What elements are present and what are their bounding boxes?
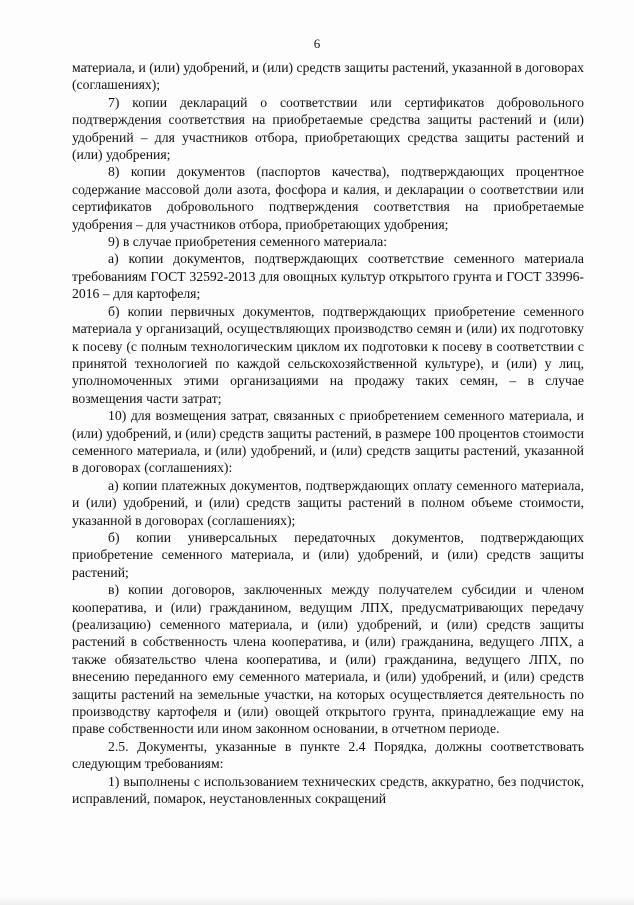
paragraph-item-9b: б) копии первичных документов, подтверждающих приобретение семенного материала у организаций, осуществляющих производство семян и (или) их подготовку к посеву (с полным технологическим циклом их подготовки к посеву в соответствии с принятой технологией по каждой сельскохозяйственной культуре), и (или) у лиц, уполномоченных этими организациями на продажу таких семян, – в случае возмещения части затрат; — [72, 303, 584, 406]
paragraph-section-2-5: 2.5. Документы, указанные в пункте 2.4 Порядка, должны соответствовать следующим требованиям: — [72, 738, 584, 772]
paragraph-requirement-1: 1) выполнены с использованием технических средств, аккуратно, без подчисток, исправлений, помарок, неустановленных сокращений — [72, 773, 584, 807]
paragraph-item-9a: а) копии документов, подтверждающих соответствие семенного материала требованиям ГОСТ 32592-2013 для овощных культур открытого грунта и ГОСТ 33996-2016 – для картофеля; — [72, 251, 584, 302]
paragraph-item-7: 7) копии деклараций о соответствии или сертификатов добровольного подтверждения соответствия на приобретаемые средства защиты растений и (или) удобрений – для участников отбора, приобретающих средства защиты растений и (или) удобрения; — [72, 94, 584, 163]
paragraph-item-9: 9) в случае приобретения семенного материала: — [108, 234, 388, 250]
paragraph-item-10a: а) копии платежных документов, подтверждающих оплату семенного материала, и (или) удобрений, и (или) средств защиты растений в полном объеме стоимости, указанной в договорах (соглашениях); — [72, 477, 584, 528]
paragraph-item-10v: в) копии договоров, заключенных между получателем субсидии и членом кооператива, и (или) гражданином, ведущим ЛПХ, предусматривающих передачу (реализацию) семенного материала, и (или) удобрений, и (или) средств защиты растений в собственность члена кооператива, и (или) гражданина, ведущего ЛПХ, а также обязательство члена кооператива, и (или) гражданина, ведущего ЛПХ, по внесению переданного ему семенного материала, и (или) удобрений, и (или) средств защиты растений на земельные участки, на которых осуществляется деятельность по производству картофеля и (или) овощей открытого грунта, принадлежащие ему на праве собственности или ином законном основании, в отчетном периоде. — [72, 582, 584, 737]
paragraph-item-10: 10) для возмещения затрат, связанных с приобретением семенного материала, и (или) удобрений, и (или) средств защиты растений, в размере 100 процентов стоимости семенного материала, и (или) удобрений, и (или) средств защиты растений, указанной в договорах (соглашениях): — [72, 408, 584, 476]
document-body — [72, 59, 584, 807]
scan-bottom-edge — [0, 895, 634, 905]
page-number: 6 — [313, 36, 321, 51]
paragraph-continuation: материала, и (или) удобрений, и (или) средств защиты растений, указанной в договорах (соглашениях); — [72, 60, 584, 93]
paragraph-item-8: 8) копии документов (паспортов качества), подтверждающих процентное содержание массовой доли азота, фосфора и калия, и декларации о соответствии или сертификатов добровольного подтверждения соответствия на приобретаемые удобрения – для участников отбора, приобретающих удобрения; — [72, 164, 584, 232]
paragraph-item-10b: б) копии универсальных передаточных документов, подтверждающих приобретение семенного материала, и (или) удобрений, и (или) средств защиты растений; — [72, 529, 584, 580]
